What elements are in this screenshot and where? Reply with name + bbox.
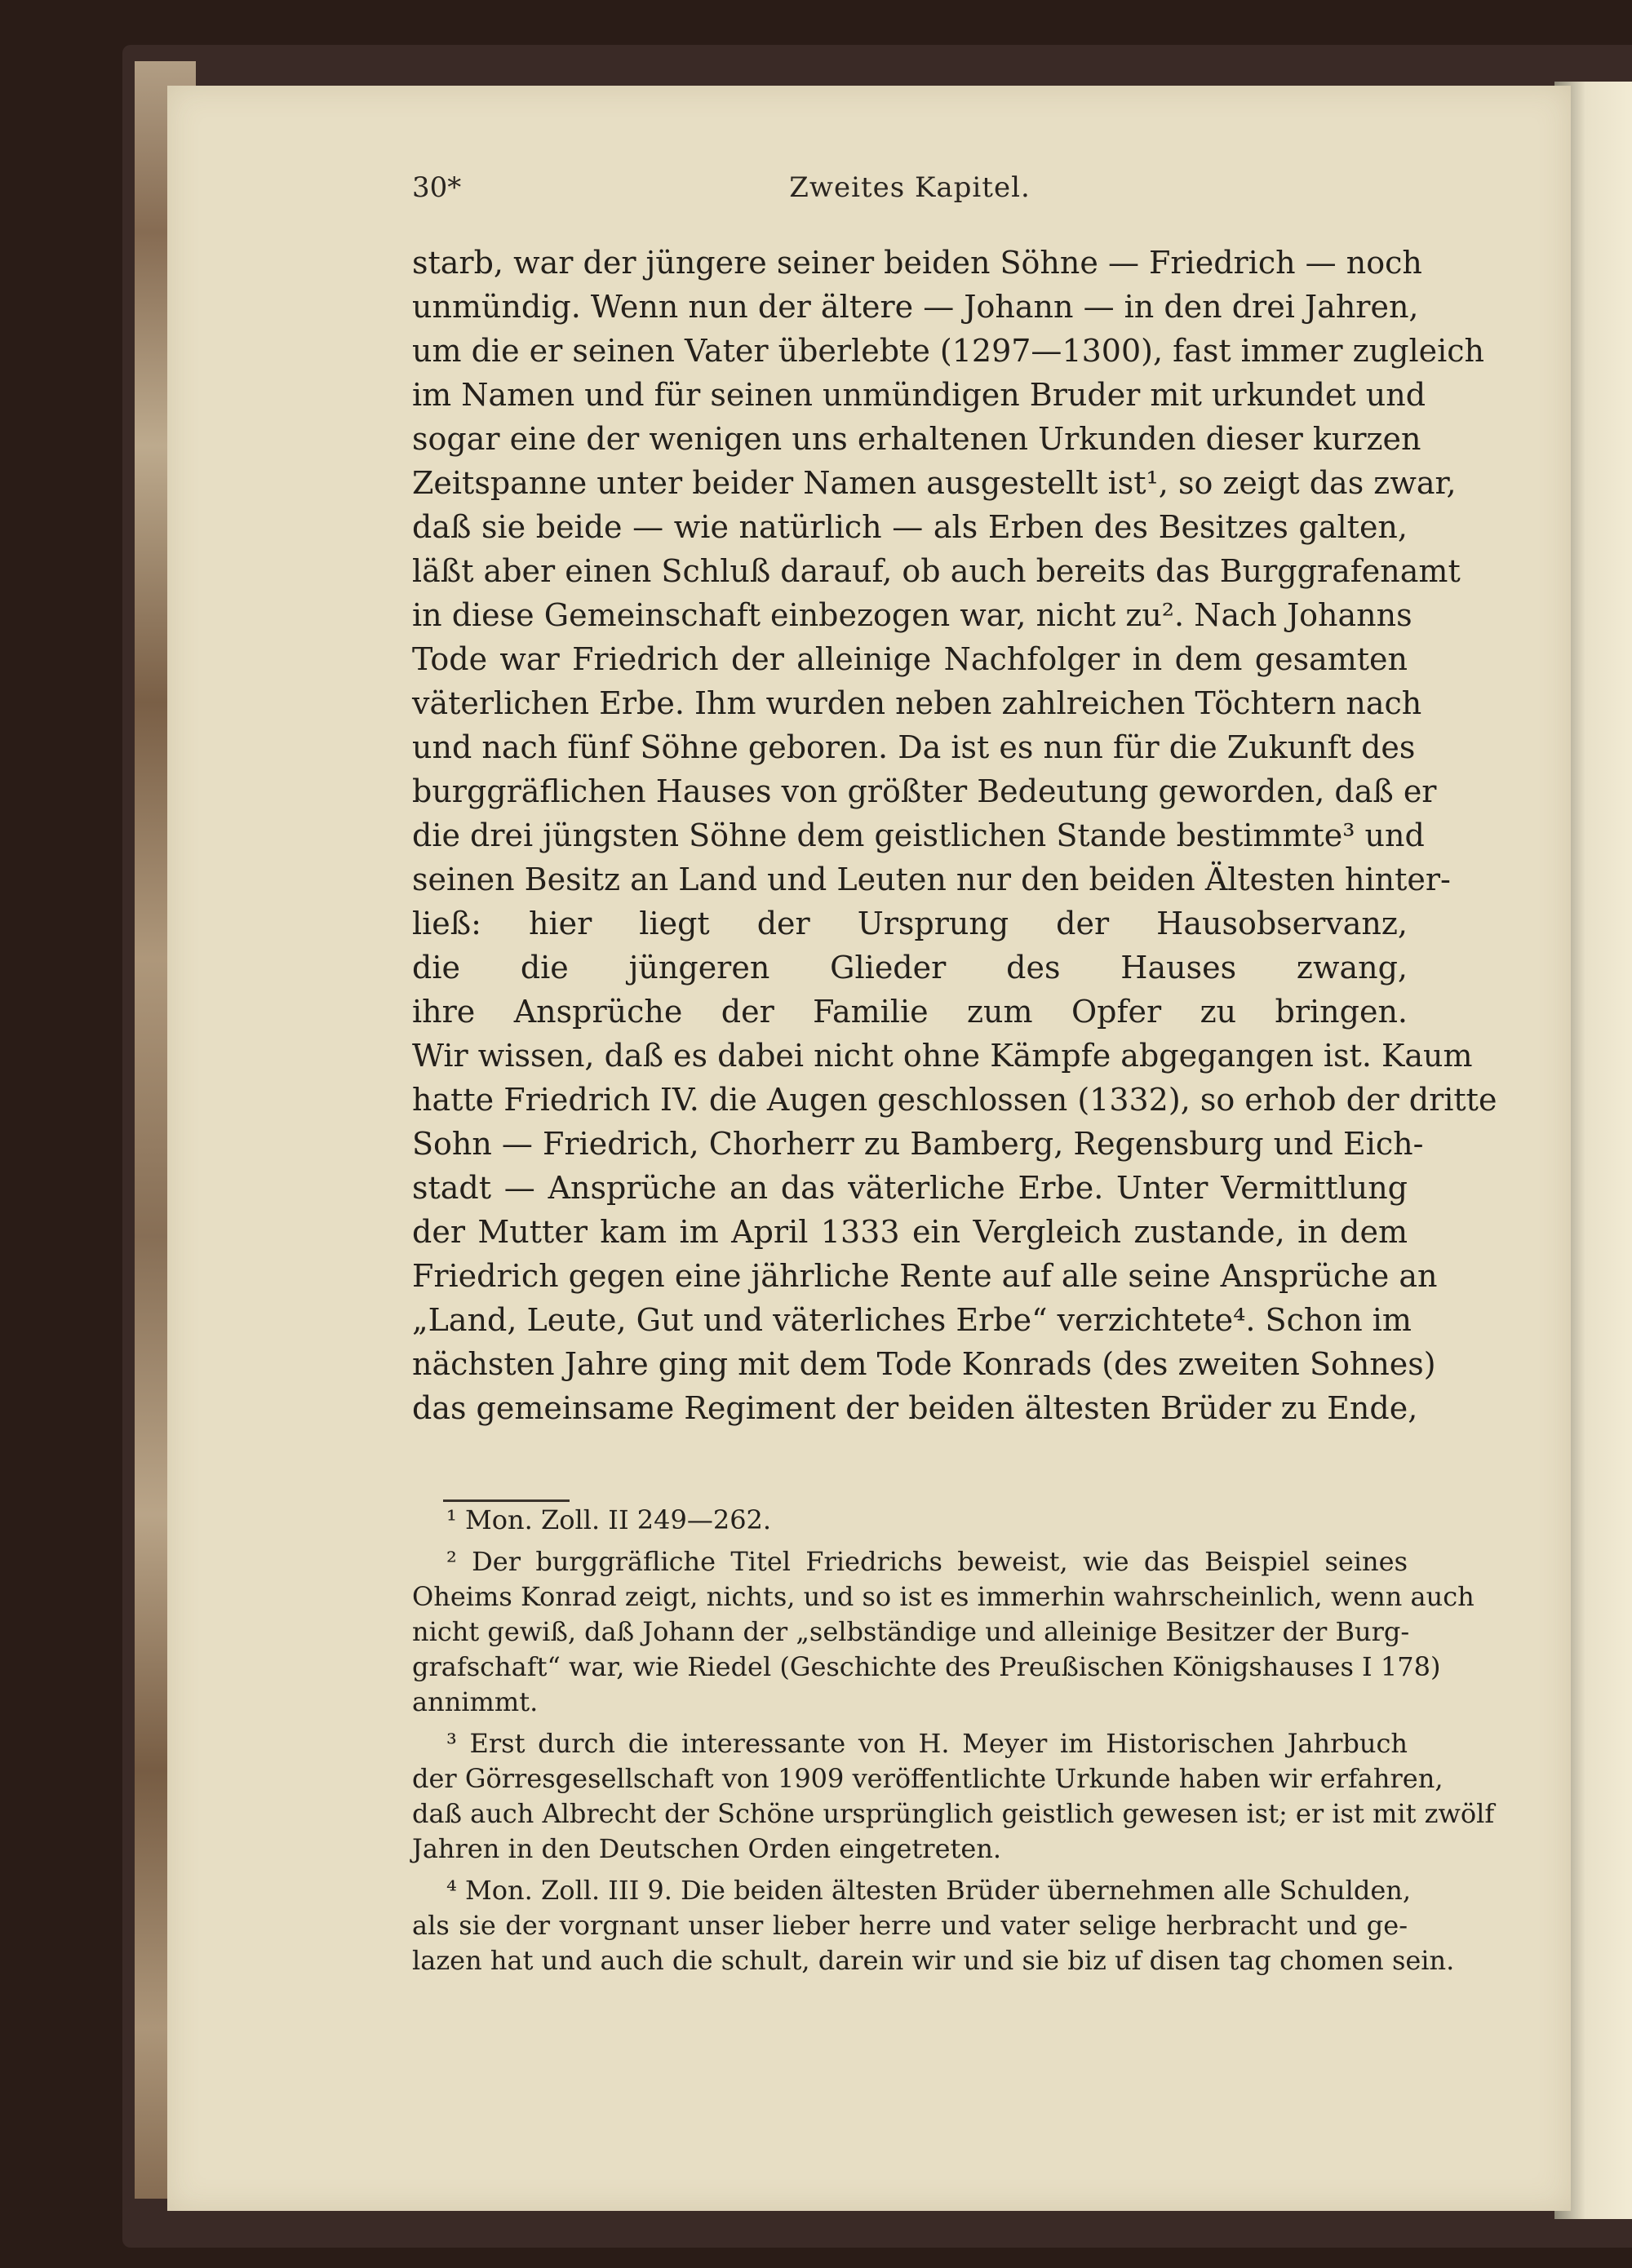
footnote-3-line: daß auch Albrecht der Schöne ursprünglich geistlich gewesen ist; er ist mit zwölf (412, 1798, 1495, 1829)
text-line: Zeitspanne unter beider Namen ausgestellt ist¹, so zeigt das zwar, (412, 465, 1457, 501)
text-line: seinen Besitz an Land und Leuten nur den beiden Ältesten hinter- (412, 862, 1451, 897)
footnote-4-line: als sie der vorgnant unser lieber herre und vater selige herbracht und ge- (412, 1910, 1408, 1941)
footnote-3-line: der Görresgesellschaft von 1909 veröffentlichte Urkunde haben wir erfahren, (412, 1763, 1444, 1794)
running-header (412, 171, 1408, 212)
text-line: in diese Gemeinschaft einbezogen war, nicht zu². Nach Johanns (412, 597, 1412, 633)
footnote-4-line: ⁴ Mon. Zoll. III 9. Die beiden ältesten Brüder übernehmen alle Schulden, (446, 1875, 1412, 1906)
text-line: „Land, Leute, Gut und väterliches Erbe“ verzichtete⁴. Schon im (412, 1302, 1412, 1338)
text-line: nächsten Jahre ging mit dem Tode Konrads (des zweiten Sohnes) (412, 1346, 1436, 1382)
footnotes (412, 1503, 1495, 1978)
footnote-3-line: Jahren in den Deutschen Orden eingetreten. (412, 1833, 1002, 1864)
text-line: sogar eine der wenigen uns erhaltenen Urkunden dieser kurzen (412, 421, 1421, 457)
text-line: unmündig. Wenn nun der ältere — Johann — in den drei Jahren, (412, 289, 1419, 325)
footnote-2-line: annimmt. (412, 1686, 539, 1717)
text-line: im Namen und für seinen unmündigen Bruder mit urkundet und (412, 377, 1426, 413)
footnote-1: ¹ Mon. Zoll. II 249—262. (446, 1504, 772, 1535)
text-line: väterlichen Erbe. Ihm wurden neben zahlreichen Töchtern nach (412, 685, 1422, 721)
spaced-text-line: ließ: hier liegt der Ursprung der Hausobservanz, (412, 906, 1408, 941)
spaced-text-line: ihre Ansprüche der Familie zum Opfer zu bringen. (412, 994, 1408, 1030)
text-line: um die er seinen Vater überlebte (1297—1300), fast immer zugleich (412, 333, 1485, 369)
text-line: Friedrich gegen eine jährliche Rente auf alle seine Ansprüche an (412, 1258, 1438, 1294)
text-line: und nach fünf Söhne geboren. Da ist es nun für die Zukunft des (412, 729, 1416, 765)
text-line: burggräflichen Hauses von größter Bedeutung geworden, daß er (412, 773, 1437, 809)
running-title: Zweites Kapitel. (789, 171, 1031, 204)
footnote-4-line: lazen hat und auch die schult, darein wir und sie biz uf disen tag chomen sein. (412, 1945, 1455, 1976)
footnote-2-line: Oheims Konrad zeigt, nichts, und so ist es immerhin wahrscheinlich, wenn auch (412, 1581, 1475, 1612)
footnote-rule (443, 1499, 570, 1502)
text-line: hatte Friedrich IV. die Augen geschlossen (1332), so erhob der dritte (412, 1082, 1497, 1118)
text-line: starb, war der jüngere seiner beiden Söhne — Friedrich — noch (412, 245, 1422, 281)
text-line: stadt — Ansprüche an das väterliche Erbe. Unter Vermittlung (412, 1170, 1408, 1206)
text-line: der Mutter kam im April 1333 ein Vergleich zustande, in dem (412, 1214, 1408, 1250)
text-line: daß sie beide — wie natürlich — als Erben des Besitzes galten, (412, 509, 1408, 545)
footnote-2-line: ² Der burggräfliche Titel Friedrichs beweist, wie das Beispiel seines (446, 1546, 1408, 1577)
spaced-text-line: die die jüngeren Glieder des Hauses zwang, (412, 950, 1408, 986)
footnote-2-line: grafschaft“ war, wie Riedel (Geschichte des Preußischen Königshauses I 178) (412, 1651, 1441, 1682)
main-text (412, 241, 1497, 1430)
text-line: das gemeinsame Regiment der beiden ältesten Brüder zu Ende, (412, 1390, 1418, 1426)
text-line: Tode war Friedrich der alleinige Nachfolger in dem gesamten (412, 641, 1408, 677)
footnote-2-line: nicht gewiß, daß Johann der „selbständige und alleinige Besitzer der Burg- (412, 1616, 1410, 1647)
text-line: läßt aber einen Schluß darauf, ob auch bereits das Burggrafenamt (412, 553, 1461, 589)
page-number: 30* (412, 171, 462, 204)
footnote-3-line: ³ Erst durch die interessante von H. Meyer im Historischen Jahrbuch (446, 1728, 1408, 1759)
text-line: die drei jüngsten Söhne dem geistlichen Stande bestimmte³ und (412, 817, 1425, 853)
text-line: Wir wissen, daß es dabei nicht ohne Kämpfe abgegangen ist. Kaum (412, 1038, 1473, 1074)
text-line: Sohn — Friedrich, Chorherr zu Bamberg, Regensburg und Eich- (412, 1126, 1424, 1162)
